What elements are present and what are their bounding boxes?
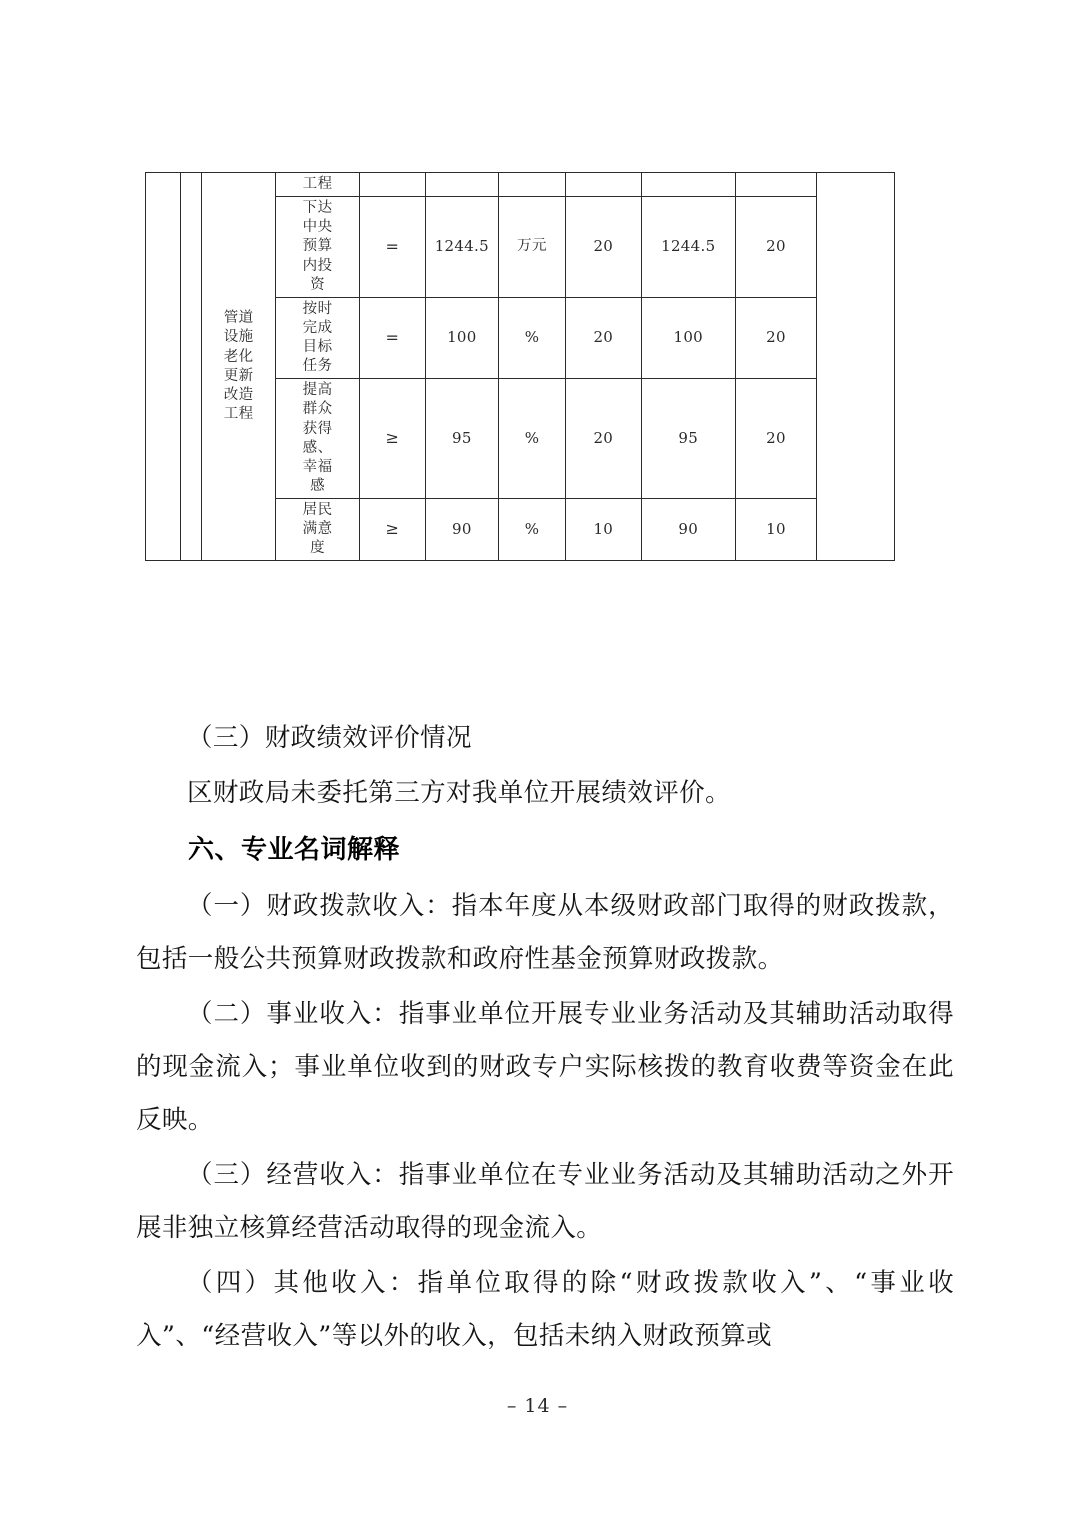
score-cell: 20 bbox=[735, 379, 816, 499]
indicator-name-cell bbox=[276, 197, 359, 298]
indicator-name-cell bbox=[276, 499, 359, 561]
note-cell bbox=[817, 173, 895, 561]
actual-value-cell: 90 bbox=[641, 499, 735, 561]
unit-cell bbox=[499, 173, 566, 197]
actual-value-cell: 100 bbox=[641, 297, 735, 379]
target-value-cell bbox=[425, 173, 498, 197]
carryover-blank-cell-b bbox=[181, 173, 202, 561]
indicator-name-cell bbox=[276, 173, 359, 197]
section-heading-terms: 六、专业名词解释 bbox=[188, 835, 401, 865]
section-body-eval: 区财政局未委托第三方对我单位开展绩效评价。 bbox=[187, 778, 731, 808]
project-name-label: 管道设施老化更新改造工程 bbox=[223, 310, 254, 422]
term-paragraph-2: （二）事业收入：指事业单位开展专业业务活动及其辅助活动取得的现金流入；事业单位收到的财政专户实际核拨的教育收费等资金在此反映。 bbox=[136, 999, 954, 1135]
target-value-cell: 90 bbox=[425, 499, 498, 561]
indicator-name-cell bbox=[276, 379, 359, 499]
page-number: – 14 – bbox=[506, 1395, 569, 1417]
operator-cell bbox=[359, 173, 425, 197]
performance-indicator-table bbox=[145, 172, 895, 561]
term-paragraph-1: （一）财政拨款收入：指本年度从本级财政部门取得的财政拨款，包括一般公共预算财政拨款和政府性基金预算财政拨款。 bbox=[136, 891, 954, 974]
document-body bbox=[136, 712, 954, 1365]
actual-value-cell: 1244.5 bbox=[641, 197, 735, 298]
indicator-name-cell bbox=[276, 297, 359, 379]
actual-value-cell bbox=[641, 173, 735, 197]
indicator-label: 居民满意度 bbox=[302, 502, 333, 557]
actual-value-cell: 95 bbox=[641, 379, 735, 499]
term-paragraph-3: （三）经营收入：指事业单位在专业业务活动及其辅助活动之外开展非独立核算经营活动取得的现金流入。 bbox=[136, 1160, 954, 1243]
score-cell bbox=[735, 173, 816, 197]
operator-cell: = bbox=[359, 297, 425, 379]
weight-cell: 20 bbox=[565, 297, 641, 379]
target-value-cell: 95 bbox=[425, 379, 498, 499]
weight-cell: 20 bbox=[565, 197, 641, 298]
unit-cell: % bbox=[499, 379, 566, 499]
project-name-cell bbox=[201, 173, 276, 561]
performance-indicator-table-wrapper bbox=[145, 172, 895, 561]
score-cell: 20 bbox=[735, 197, 816, 298]
target-value-cell: 100 bbox=[425, 297, 498, 379]
section-heading-eval: （三）财政绩效评价情况 bbox=[187, 723, 472, 753]
indicator-label: 工程 bbox=[302, 176, 333, 192]
unit-cell: % bbox=[499, 499, 566, 561]
weight-cell: 20 bbox=[565, 379, 641, 499]
operator-cell: ≥ bbox=[359, 499, 425, 561]
weight-cell bbox=[565, 173, 641, 197]
target-value-cell: 1244.5 bbox=[425, 197, 498, 298]
unit-cell bbox=[499, 197, 566, 298]
indicator-label: 按时完成目标任务 bbox=[302, 300, 333, 375]
score-cell: 10 bbox=[735, 499, 816, 561]
score-cell: 20 bbox=[735, 297, 816, 379]
weight-cell: 10 bbox=[565, 499, 641, 561]
term-paragraph-4: （四）其他收入：指单位取得的除“财政拨款收入”、“事业收入”、“经营收入”等以外的收入，包括未纳入财政预算或 bbox=[136, 1268, 954, 1351]
unit-label: 万元 bbox=[517, 238, 548, 255]
carryover-blank-cell-a bbox=[146, 173, 181, 561]
operator-cell: = bbox=[359, 197, 425, 298]
operator-cell: ≥ bbox=[359, 379, 425, 499]
unit-cell: % bbox=[499, 297, 566, 379]
indicator-label: 提高群众获得感、幸福感 bbox=[302, 382, 333, 494]
indicator-label: 下达中央预算内投资 bbox=[302, 200, 333, 293]
table-row bbox=[146, 173, 895, 197]
